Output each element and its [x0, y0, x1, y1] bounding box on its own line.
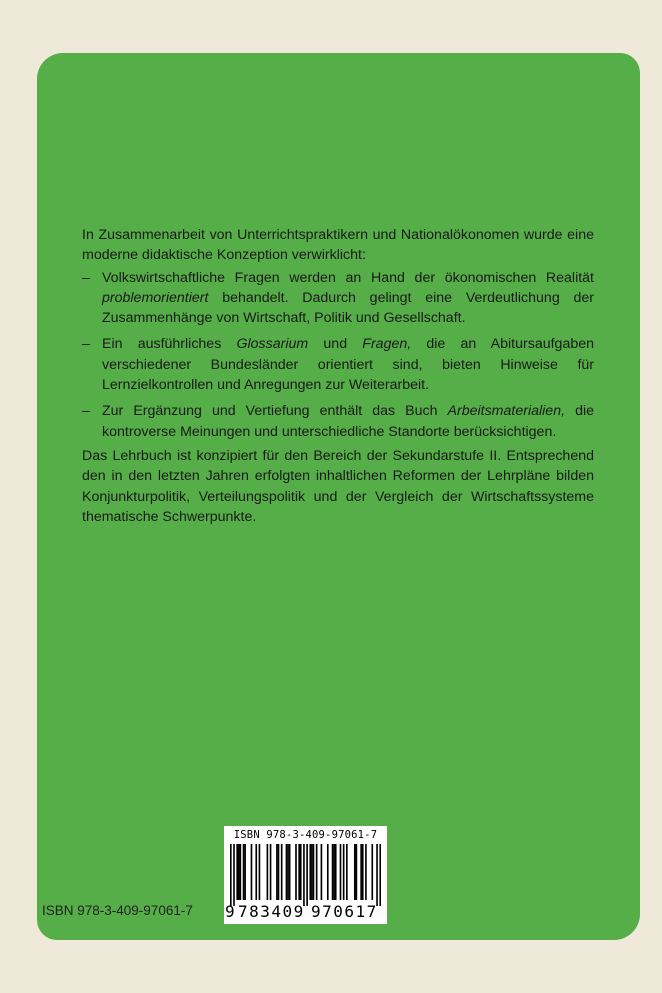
- barcode-bar: [343, 844, 345, 900]
- closing-paragraph: Das Lehrbuch ist konzipiert für den Bereich der Sekundarstufe II. Entsprechend den in den letzten Jahren erfolgten inhaltlichen Reformen der Lehrpläne bilden Konjunkturpolitik, Verteilungspolitik und der Vergleich der Wirtschaftssysteme thematische Schwerpunkte.: [82, 447, 594, 525]
- bullet-item: [82, 334, 594, 395]
- barcode-isbn-text: ISBN 978-3-409-97061-7: [233, 829, 378, 841]
- emphasis-text: Fragen,: [362, 336, 412, 353]
- bullet-text: Volkswirtschaftliche Fragen werden an Hand der ökonomischen Realität: [102, 269, 594, 286]
- barcode-bars: [230, 844, 381, 906]
- barcode-bar: [289, 844, 291, 900]
- barcode-bar: [278, 844, 280, 900]
- barcode-bar: [243, 844, 245, 900]
- blurb-text: [82, 225, 594, 527]
- barcode-bar: [276, 844, 278, 900]
- intro-paragraph: In Zusammenarbeit von Unterrichtspraktikern und Nationalökonomen wurde eine moderne didaktische Konzeption verwirklicht:: [82, 227, 594, 264]
- barcode-bar: [354, 844, 356, 900]
- barcode-bar: [356, 844, 358, 900]
- barcode-bar: [340, 844, 342, 900]
- barcode-bar: [371, 844, 373, 900]
- barcode-bar: [238, 844, 240, 900]
- dash-marker: –: [82, 269, 90, 286]
- barcode-bar: [327, 844, 329, 900]
- barcode-bar: [236, 844, 238, 900]
- barcode-bar: [233, 844, 235, 906]
- dash-marker: –: [82, 336, 90, 353]
- bullet-item: [82, 268, 594, 329]
- barcode-bar: [362, 844, 364, 900]
- dash-marker: –: [82, 403, 90, 420]
- barcode-bar: [333, 844, 335, 900]
- barcode-right-digits: 970617: [311, 902, 378, 921]
- isbn-footer-text: ISBN 978-3-409-97061-7: [42, 903, 193, 918]
- emphasis-text: Arbeitsmaterialien,: [447, 403, 566, 420]
- barcode-bar: [332, 844, 334, 900]
- barcode-label: [224, 826, 387, 924]
- bullet-text: Zur Ergänzung und Vertiefung enthält das Buch: [102, 403, 448, 420]
- barcode-left-digits: 783409: [238, 902, 305, 921]
- barcode-bar: [309, 844, 311, 900]
- barcode-bar: [316, 844, 318, 900]
- bullet-item: [82, 401, 594, 442]
- barcode-bar: [251, 844, 253, 900]
- barcode-bar: [303, 844, 305, 906]
- barcode-bar: [300, 844, 302, 900]
- barcode-bar: [379, 844, 381, 906]
- barcode-bar: [346, 844, 348, 900]
- bullet-text: die an Abitursaufgaben verschiedener Bundesländer orientiert sind, bieten Hinweise für Lernzielkontrollen und Anregungen zur Weiterarbeit.: [102, 336, 595, 394]
- barcode-bar: [270, 844, 272, 900]
- barcode-bar: [281, 844, 283, 900]
- barcode-bar: [360, 844, 362, 900]
- emphasis-text: problemorientiert: [102, 289, 209, 306]
- bullet-text: die kontroverse Meinungen und unterschiedliche Standorte berücksichtigen.: [102, 403, 594, 440]
- bullet-text: und: [308, 336, 363, 353]
- barcode-bar: [321, 844, 323, 900]
- bullet-text: behandelt. Dadurch gelingt eine Verdeutlichung der Zusammenhänge von Wirtschaft, Politik und Gesellschaft.: [102, 289, 594, 327]
- barcode-bar: [286, 844, 288, 900]
- barcode-bar: [376, 844, 378, 906]
- barcode-bar: [298, 844, 300, 900]
- barcode-bar: [306, 844, 308, 906]
- barcode-bar: [267, 844, 269, 900]
- bullet-text: Ein ausführliches: [102, 336, 237, 353]
- barcode-bar: [295, 844, 297, 900]
- emphasis-text: Glossarium: [236, 336, 309, 353]
- barcode-bar: [335, 844, 337, 900]
- barcode-bar: [287, 844, 289, 900]
- barcode-bar: [313, 844, 315, 900]
- barcode-bar: [240, 844, 242, 900]
- barcode-bar: [365, 844, 367, 900]
- barcode-first-digit: 9: [225, 902, 235, 921]
- barcode-bar: [230, 844, 232, 906]
- barcode-bar: [259, 844, 261, 900]
- barcode-bar: [244, 844, 246, 900]
- barcode-bar: [255, 844, 257, 900]
- barcode-bar: [311, 844, 313, 900]
